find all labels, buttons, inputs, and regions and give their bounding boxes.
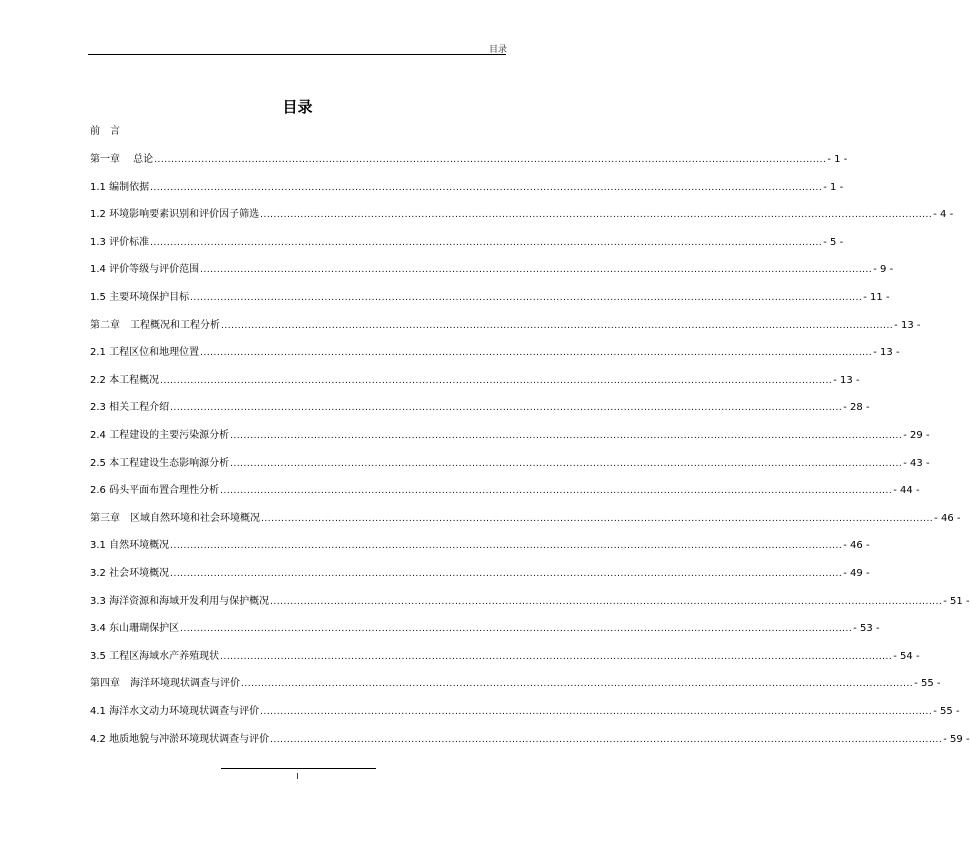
toc-dot-leader: ........................................................................................................................................................................................................ [221, 320, 894, 331]
toc-entry-page: - 54 - [893, 650, 920, 662]
toc-dot-leader: ........................................................................................................................................................................................................ [190, 293, 863, 303]
toc-entry-title: 3.1 自然环境概况 [90, 540, 170, 552]
toc-entry[interactable] [90, 400, 870, 414]
toc-entry[interactable] [90, 621, 880, 635]
toc-entry[interactable] [90, 235, 844, 249]
toc-entry-title: 第一章 总论 [90, 154, 154, 165]
toc-entry-page: - 59 - [943, 733, 970, 745]
toc-entry-page: - 53 - [853, 623, 880, 635]
toc-entry-title: 2.6 码头平面布置合理性分析 [90, 485, 220, 497]
toc-entry[interactable] [90, 594, 970, 608]
toc-entry-title: 2.1 工程区位和地理位置 [90, 347, 200, 359]
toc-entry-page: - 44 - [893, 485, 920, 497]
toc-entry[interactable] [90, 732, 970, 746]
toc-entry[interactable] [90, 180, 844, 194]
toc-dot-leader: ........................................................................................................................................................................................................ [170, 541, 843, 552]
toc-dot-leader: ........................................................................................................................................................................................................ [270, 596, 943, 607]
toc-dot-leader: ........................................................................................................................................................................................................ [220, 651, 893, 662]
toc-entry[interactable] [90, 483, 920, 497]
toc-entry-page: - 11 - [863, 292, 890, 303]
toc-entry-title: 1.2 环境影响要素识别和评价因子筛选 [90, 209, 260, 221]
toc-entry-page: - 51 - [943, 595, 970, 607]
toc-entry-page: - 55 - [933, 706, 960, 717]
toc-dot-leader: ........................................................................................................................................................................................................ [260, 210, 933, 221]
toc-entry-title: 3.5 工程区海域水产养殖现状 [90, 650, 220, 662]
toc-entry[interactable] [90, 290, 890, 304]
toc-entry-title: 1.5 主要环境保护目标 [90, 292, 190, 303]
toc-dot-leader: ........................................................................................................................................................................................................ [200, 348, 873, 359]
toc-entry[interactable] [90, 373, 860, 387]
toc-dot-leader: ........................................................................................................................................................................................................ [200, 265, 873, 276]
toc-dot-leader: ........................................................................................................................................................................................................ [230, 431, 903, 441]
toc-entry[interactable] [90, 704, 960, 718]
toc-dot-leader: ........................................................................................................................................................................................................ [220, 486, 893, 497]
toc-entry-page: - 49 - [843, 568, 870, 579]
toc-entry-title: 2.4 工程建设的主要污染源分析 [90, 430, 230, 441]
footer-page-number: I [296, 772, 299, 781]
toc-dot-leader: ........................................................................................................................................................................................................ [261, 513, 934, 524]
toc-entry-page: - 55 - [914, 678, 941, 690]
toc-entry[interactable] [90, 538, 870, 552]
toc-entry[interactable] [90, 207, 954, 221]
toc-dot-leader: ........................................................................................................................................................................................................ [260, 707, 933, 717]
toc-entry-title: 第二章 工程概况和工程分析 [90, 319, 220, 331]
toc-entry-page: - 1 - [823, 181, 844, 193]
toc-entry-title: 4.2 地质地貌与冲淤环境现状调查与评价 [90, 733, 270, 745]
toc-entry-title: 3.3 海洋资源和海域开发利用与保护概况 [90, 595, 270, 607]
toc-dot-leader: ........................................................................................................................................................................................................ [170, 569, 843, 579]
toc-entry-title: 2.3 相关工程介绍 [90, 402, 170, 414]
page-title: 目录 [282, 98, 313, 116]
toc-dot-leader: ........................................................................................................................................................................................................ [160, 375, 833, 386]
toc-dot-leader: ........................................................................................................................................................................................................ [180, 624, 853, 635]
toc-entry-page: - 46 - [934, 512, 961, 524]
toc-entry-title: 第四章 海洋环境现状调查与评价 [90, 678, 240, 690]
toc-entry-page: - 43 - [903, 457, 930, 469]
footer-divider [221, 768, 376, 769]
toc-entry-page: - 9 - [873, 264, 894, 276]
toc-entry-title: 2.5 本工程建设生态影响源分析 [90, 457, 230, 469]
toc-entry-page: - 46 - [843, 540, 870, 552]
running-header: 目录 [488, 45, 507, 55]
toc-foreword-text: 前 言 [90, 126, 120, 137]
toc-entry-title: 第三章 区域自然环境和社会环境概况 [90, 512, 260, 524]
toc-entry[interactable] [90, 676, 941, 690]
toc-entry-page: - 4 - [933, 209, 954, 221]
toc-entry-title: 1.3 评价标准 [90, 236, 150, 248]
header-divider [88, 54, 506, 55]
toc-entry-page: - 13 - [894, 319, 921, 331]
toc-entry-title: 3.2 社会环境概况 [90, 568, 170, 579]
toc-entry[interactable] [90, 649, 920, 663]
toc-entry[interactable] [90, 318, 921, 332]
toc-dot-leader: ........................................................................................................................................................................................................ [270, 734, 943, 745]
toc-entry[interactable] [90, 566, 870, 580]
toc-entry-title: 3.4 东山珊瑚保护区 [90, 623, 180, 635]
toc-dot-leader: ........................................................................................................................................................................................................ [154, 155, 827, 165]
toc-dot-leader: ........................................................................................................................................................................................................ [241, 679, 914, 690]
toc-entry-title: 1.1 编制依据 [90, 181, 150, 193]
toc-dot-leader: ........................................................................................................................................................................................................ [170, 403, 843, 414]
toc-entry-page: - 13 - [873, 347, 900, 359]
toc-dot-leader: ........................................................................................................................................................................................................ [150, 182, 823, 193]
toc-entry-page: - 1 - [827, 154, 848, 165]
toc-entry-title: 4.1 海洋水文动力环境现状调查与评价 [90, 706, 260, 717]
toc-entry[interactable] [90, 262, 894, 276]
toc-entry[interactable] [90, 345, 900, 359]
toc-entry-page: - 13 - [833, 374, 860, 386]
toc-entry[interactable] [90, 511, 961, 525]
toc-entry-title: 2.2 本工程概况 [90, 374, 160, 386]
toc-dot-leader: ........................................................................................................................................................................................................ [150, 237, 823, 248]
toc-entry-page: - 5 - [823, 236, 844, 248]
toc-foreword[interactable] [90, 124, 505, 138]
toc-entry-page: - 29 - [903, 430, 930, 441]
toc-entry-title: 1.4 评价等级与评价范围 [90, 264, 200, 276]
toc-entry[interactable] [90, 152, 848, 166]
toc-dot-leader: ........................................................................................................................................................................................................ [230, 458, 903, 469]
toc-entry-page: - 28 - [843, 402, 870, 414]
toc-entry[interactable] [90, 456, 930, 470]
toc-entry[interactable] [90, 428, 930, 442]
